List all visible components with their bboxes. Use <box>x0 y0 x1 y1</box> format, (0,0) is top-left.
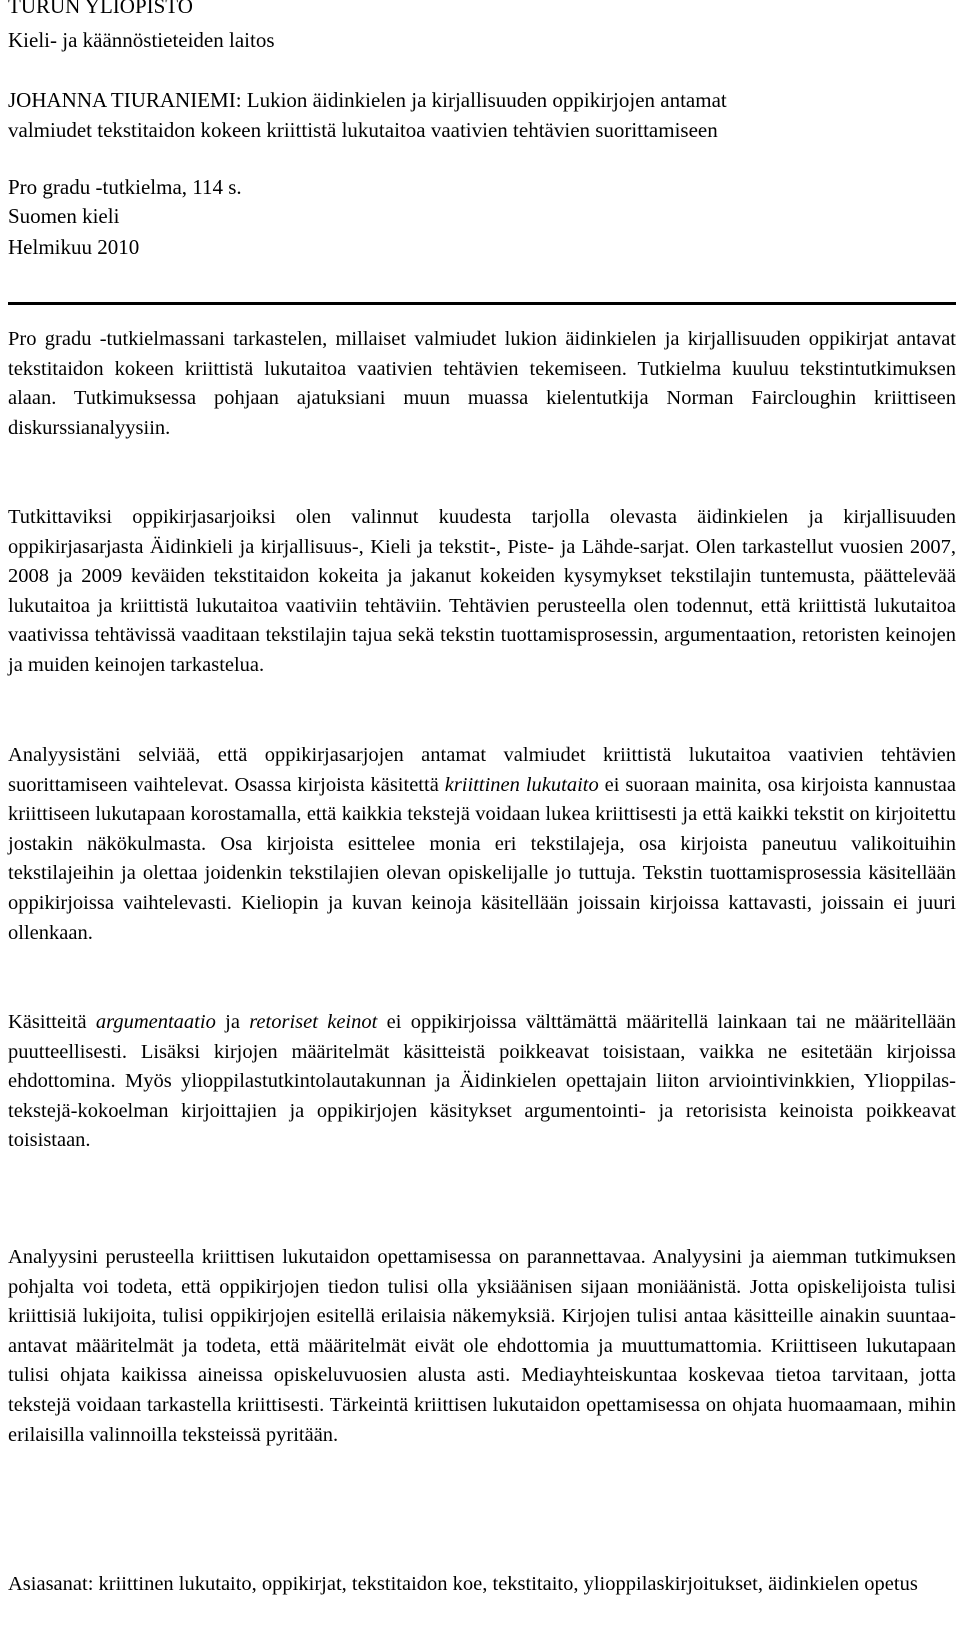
abstract-paragraph-5: Analyysini perusteella kriittisen lukutaidon opettamisessa on parannettavaa. Analyysini ja aiemman tutkimuksen pohjalta voi todeta, että oppikirjojen tiedon tulisi olla yksiäänisen sijaan moniäänistä. Jotta opiskelijoista tulisi kriittisiä lukijoita, tulisi oppikirjojen esitellä erilaisia näkemyksiä. Kirjojen tulisi antaa käsitteille ainakin suuntaa-antavat määritelmät ja todeta, että määritelmät eivät ole ehdottomia ja muuttumattomia. Kriittiseen lukutapaan tulisi ohjata kaikissa aineissa opiskeluvuosien alusta asti. Mediayhteiskuntaa koskevaa tietoa tarvitaan, jotta tekstejä voidaan tarkastella kriittisesti. Tärkeintä kriittisen lukutaidon opettamisessa on ohjata huomaamaan, mihin erilaisilla valinnoilla teksteissä pyritään. <box>8 1246 956 1446</box>
paragraph-3-text-b: ei suoraan mainita, osa kirjoista kannustaa kriittiseen lukutapaan korostamalla, että kaikkia tekstejä voidaan lukea kriittisesti ja että kaikki tekstit on kirjoitettu jostakin näkökulmasta. Osa kirjoista esittelee monia eri tekstilajeja, osa kirjoista paneutuu valikoituihin tekstilajeihin ja olettaa joidenkin tekstilajien olevan opiskelijalle jo tuttuja. Tekstin tuottamisprosessia käsitellään oppikirjoissa vaihtelevasti. Kieliopin ja kuvan keinoja käsitellään joissain kirjoissa kattavasti, joissain ei juuri ollenkaan. <box>8 773 956 944</box>
paragraph-3-text-a: Analyysistäni selviää, että oppikirjasarjojen antamat valmiudet kriittistä lukutaitoa vaativien tehtävien suorittamiseen vaihtelevat. Osassa kirjoista käsitettä <box>8 744 956 796</box>
term-argumentaatio: argumentaatio <box>95 1011 216 1033</box>
department-name: Kieli- ja käännöstieteiden laitos <box>8 28 275 52</box>
university-name: TURUN YLIOPISTO <box>8 0 193 18</box>
abstract-paragraph-2: Tutkittaviksi oppikirjasarjoiksi olen valinnut kuudesta tarjolla olevasta äidinkielen ja kirjallisuuden oppikirjasarjasta Äidinkieli ja kirjallisuus-, Kieli ja tekstit-, Piste- ja Lähde-sarjat. Olen tarkastellut vuosien 2007, 2008 ja 2009 keväiden tekstitaidon kokeita ja jakanut kokeiden kysymykset tekstilajin tuntemusta, päättelevää lukutaitoa ja kriittistä lukutaitoa vaativiin tehtäviin. Tehtävien perusteella olen todennut, että kriittistä lukutaitoa vaativissa tehtävissä vaaditaan tekstilajin tajua sekä tekstin tuottamisprosessin, argumentaation, retoristen keinojen ja muiden keinojen tarkastelua. <box>8 506 956 676</box>
thesis-type: Pro gradu -tutkielma, 114 s. <box>8 175 242 199</box>
abstract-paragraph-3 <box>8 741 956 948</box>
keywords: Asiasanat: kriittinen lukutaito, oppikirjat, tekstitaidon koe, tekstitaito, ylioppilaskirjoitukset, äidinkielen opetus <box>8 1573 918 1595</box>
paragraph-4-text-c: ei oppikirjoissa välttämättä määritellä lainkaan tai ne määritellään puutteellisesti. Lisäksi kirjojen määritelmät käsitteistä poikkeavat toisistaan, vaikka ne esitetään kirjoissa ehdottomina. Myös ylioppilastutkintolautakunnan ja Äidinkielen opettajain liiton arviointivinkkien, Ylioppilastekstejä-kokoelman kirjoittajien ja oppikirjojen käsitykset argumentointi- ja retorisista keinoista poikkeavat toisistaan. <box>8 1011 956 1152</box>
term-kriittinen-lukutaito: kriittinen lukutaito <box>444 773 599 796</box>
abstract-paragraph-4 <box>8 1008 956 1156</box>
subject: Suomen kieli <box>8 204 120 228</box>
author-title-line-1: JOHANNA TIURANIEMI: Lukion äidinkielen ja kirjallisuuden oppikirjojen antamat <box>8 88 727 112</box>
paragraph-4-text-b: ja <box>215 1011 250 1033</box>
term-retoriset-keinot: retoriset keinot <box>249 1011 378 1033</box>
header-divider <box>8 302 956 305</box>
date: Helmikuu 2010 <box>8 235 140 259</box>
abstract-paragraph-1: Pro gradu -tutkielmassani tarkastelen, millaiset valmiudet lukion äidinkielen ja kirjallisuuden oppikirjat antavat tekstitaidon kokeen kriittistä lukutaitoa vaativien tehtävien tekemiseen. Tutkielma kuuluu tekstintutkimuksen alaan. Tutkimuksessa pohjaan ajatuksiani muun muassa kielentutkija Norman Faircloughin kriittiseen diskurssianalyysiin. <box>8 328 956 439</box>
paragraph-4-text-a: Käsitteitä <box>8 1011 96 1033</box>
author-title-line-2: valmiudet tekstitaidon kokeen kriittistä lukutaitoa vaativien tehtävien suorittamiseen <box>8 118 718 142</box>
